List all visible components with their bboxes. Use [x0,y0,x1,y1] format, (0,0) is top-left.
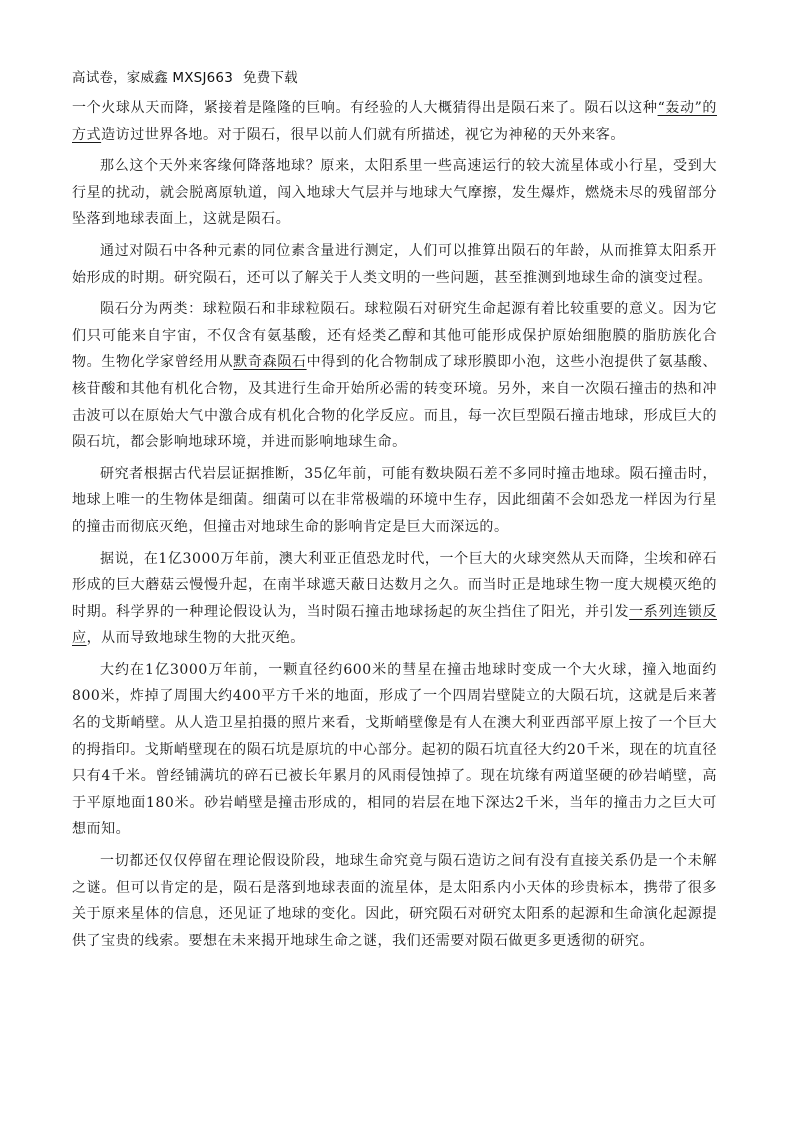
paragraph-text: 大约在1亿3000万年前，一颗直径约600米的彗星在撞击地球时变成一个大火球，撞入地面约800米，炸掉了周围大约400平方千米的地面，形成了一个四周岩壁陡立的大陨石坑，这就是后来著名的戈斯峭壁。从人造卫星拍摄的照片来看，戈斯峭壁像是有人在澳大利亚西部平原上按了一个巨大的拇指印。戈斯峭壁现在的陨石坑是原坑的中心部分。起初的陨石坑直径大约20千米，现在的坑直径只有4千米。曾经铺满坑的碎石已被长年累月的风雨侵蚀掉了。现在坑缘有两道坚硬的砂岩峭壁，高于平原地面180米。砂岩峭壁是撞击形成的，相同的岩层在地下深达2千米，当年的撞击力之巨大可想而知。 [72,661,717,838]
underlined-phrase-murchison: 默奇森陨石 [233,354,307,371]
paragraph-text: 陨石分为两类：球粒陨石和非球粒陨石。球粒陨石对研究生命起源有着比较重要的意义。因为它们只可能来自宇宙，不仅含有氨基酸，还有烃类乙醇和其他可能形成保护原始细胞膜的脂肪族化合物。生物化学家曾经用从 [72,301,717,371]
paragraph-8 [72,848,717,954]
paragraph-text: 一切都还仅仅停留在理论假设阶段，地球生命究竟与陨石造访之间有没有直接关系仍是一个未解之谜。但可以肯定的是，陨石是落到地球表面的流星体，是太阳系内小天体的珍贵标本，携带了很多关于原来星体的信息，还见证了地球的变化。因此，研究陨石对研究太阳系的起源和生命演化起源提供了宝贵的线索。要想在未来揭开地球生命之谜，我们还需要对陨石做更多更透彻的研究。 [72,853,717,949]
article-body [72,95,717,959]
underlined-phrase-chain-reaction: 一系列连锁反应 [72,603,717,647]
paragraph-text: 研究者根据古代岩层证据推断，35亿年前，可能有数块陨石差不多同时撞击地球。陨石撞击时，地球上唯一的生物体是细菌。细菌可以在非常极端的环境中生存，因此细菌不会如恐龙一样因为行星的撞击而彻底灭绝，但撞击对地球生命的影响肯定是巨大而深远的。 [72,465,717,535]
paragraph-text: 造访过世界各地。对于陨石，很早以前人们就有所描述，视它为神秘的天外来客。 [101,126,625,143]
paragraph-7 [72,657,717,843]
paragraph-3 [72,238,717,291]
paragraph-text: ，从而导致地球生物的大批灭绝。 [86,630,305,647]
paragraph-text: 中得到的化合物制成了球形膜即小泡，这些小泡提供了氨基酸、核苷酸和其他有机化合物，及其进行生命开始所必需的转变环境。另外，来自一次陨石撞击的热和冲击波可以在原始大气中激合成有机化合物的化学反应。而且，每一次巨型陨石撞击地球，形成巨大的陨石坑，都会影响地球环境，并进而影响地球生命。 [72,354,717,451]
paragraph-text: 通过对陨石中各种元素的同位素含量进行测定，人们可以推算出陨石的年龄，从而推算太阳系开始形成的时期。研究陨石，还可以了解关于人类文明的一些问题，甚至推测到地球生命的演变过程。 [72,242,717,286]
paragraph-5 [72,461,717,541]
paragraph-1 [72,95,717,148]
paragraph-6 [72,546,717,652]
header-source-text: 高试卷，家威鑫 MXSJ663 [72,70,234,86]
header-download-text: 免费下载 [243,70,298,86]
paragraph-2 [72,153,717,233]
paragraph-text: 那么这个天外来客缘何降落地球？原来，太阳系里一些高速运行的较大流星体或小行星，受到大行星的扰动，就会脱离原轨道，闯入地球大气层并与地球大气摩擦，发生爆炸，燃烧未尽的残留部分坠落到地球表面上，这就是陨石。 [72,158,717,228]
paragraph-text: 据说，在1亿3000万年前，澳大利亚正值恐龙时代，一个巨大的火球突然从天而降，尘埃和碎石形成的巨大蘑菇云慢慢升起，在南半球遮天蔽日达数月之久。而当时正是地球生物一度大规模灭绝的时期。科学界的一种理论假设认为，当时陨石撞击地球扬起的灰尘挡住了阳光，并引发 [72,550,717,620]
underlined-phrase-sensation: “轰动”的方式 [72,100,717,143]
paragraph-4 [72,296,717,456]
paragraph-text: 一个火球从天而降，紧接着是隆隆的巨响。有经验的人大概猜得出是陨石来了。陨石以这种 [72,100,658,116]
page-header [72,66,308,86]
